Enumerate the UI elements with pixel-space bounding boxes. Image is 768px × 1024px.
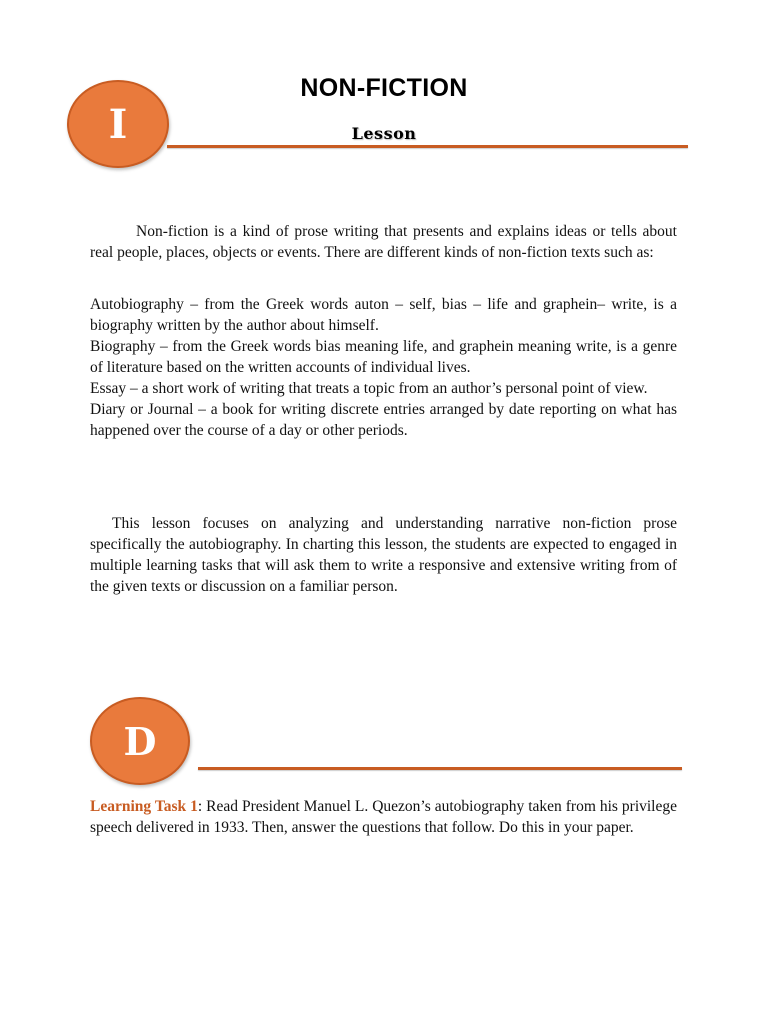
section-d-letter: D	[123, 718, 157, 764]
learning-task-text: : Read President Manuel L. Quezon’s autobiography taken from his privilege speech delivered in 1933. Then, answer the questions that follow. Do this in your paper.	[90, 798, 678, 836]
definition-diary-journal: Diary or Journal – a book for writing discrete entries arranged by date reporting on what has happened over the course of a day or other periods.	[90, 401, 677, 439]
intro-paragraph-block	[90, 221, 677, 263]
definition-autobiography: Autobiography – from the Greek words auton – self, bias – life and graphein– write, is a biography written by the author about himself.	[90, 296, 677, 334]
definitions-list	[90, 294, 677, 441]
definition-biography: Biography – from the Greek words bias meaning life, and graphein meaning write, is a genre of literature based on the written accounts of individual lives.	[90, 338, 677, 376]
section-i-divider	[167, 145, 688, 148]
section-d-badge	[90, 697, 190, 785]
learning-task-paragraph	[90, 796, 677, 838]
learning-task-block	[90, 796, 677, 838]
page-subtitle: Lesson	[351, 124, 417, 143]
definition-essay: Essay – a short work of writing that treats a topic from an author’s personal point of view.	[90, 380, 648, 397]
page-title: NON-FICTION	[300, 74, 468, 102]
intro-paragraph: Non-fiction is a kind of prose writing that presents and explains ideas or tells about real people, places, objects or events. There are different kinds of non-fiction texts such as:	[90, 223, 677, 261]
section-i-letter: I	[108, 100, 128, 148]
section-d-divider	[198, 767, 682, 770]
learning-task-label: Learning Task 1	[90, 798, 198, 815]
closing-paragraph-block	[90, 513, 677, 597]
closing-paragraph: This lesson focuses on analyzing and understanding narrative non-fiction prose specifically the autobiography. In charting this lesson, the students are expected to engaged in multiple learning tasks that will ask them to write a responsive and extensive writing from of the given texts or discussion on a familiar person.	[90, 515, 677, 595]
